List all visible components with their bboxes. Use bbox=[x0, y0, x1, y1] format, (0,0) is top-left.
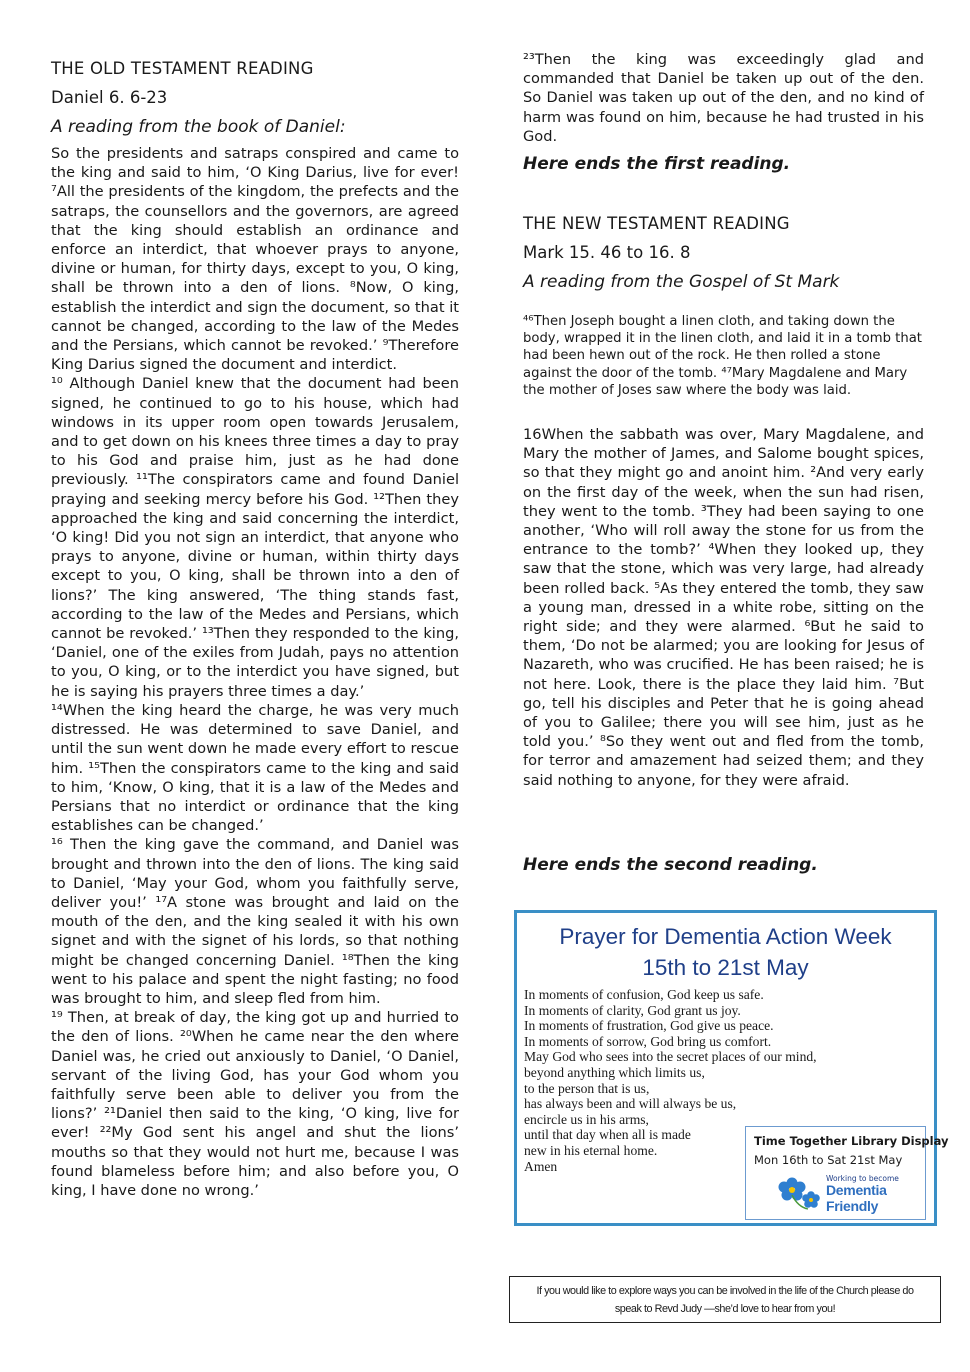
prayer-line: until that day when all is made bbox=[524, 1127, 691, 1143]
new-testament-intro: A reading from the Gospel of St Mark bbox=[523, 272, 840, 292]
reading-paragraph: ¹⁶ Then the king gave the command, and Daniel was brought and thrown into the den of lions. The king said to Daniel, ‘May your God, whom you faithfully serve, deliver you!’ ¹⁷A stone was brought and laid on the mouth of the den, and the king sealed it with his own signet and with the signet of his lords, so that nothing might be changed concerning Daniel. ¹⁸Then the king went to his palace and spent the night fasting; no food was brought to him, and sleep fled from him. bbox=[51, 836, 459, 1007]
reading-paragraph: So the presidents and satraps conspired and came to the king and said to him, ‘O King Darius, live for ever! ⁷All the presidents of the kingdom, the prefects and the satraps, the counsellors and the governors, are agreed that the king should establish an ordinance and enforce an interdict, that whoever prays to anyone, divine or human, for thirty days, except to you, O king, shall be thrown into a den of lions. ⁸Now, O king, establish the interdict and sign the document, so that it cannot be changed, according to the law of the Medes and the Persians, which cannot be revoked.’ ⁹Therefore King Darius signed the document and interdict. bbox=[51, 145, 459, 374]
reading-paragraph: ¹⁴When the king heard the charge, he was very much distressed. He was determined to save Daniel, and until the sun went down he made every effort to rescue him. ¹⁵Then the conspirators came to the king and said to him, ‘Know, O king, that it is a law of the Medes and Persians that no interdict or ordinance that the king establishes can be changed.’ bbox=[51, 701, 459, 835]
new-testament-text-2: 16When the sabbath was over, Mary Magdalene, and Mary the mother of James, and Salome bought spices, so that they might go and anoint him. ²And very early on the first day of the week, when the sun had risen, they went to the tomb. ³They had been saying to one another, ‘Who will roll away the stone for us from the entrance to the tomb?’ ⁴When they looked up, they saw that the stone, which was very large, had already been rolled back. ⁵As they entered the tomb, they saw a young man, dressed in a white robe, sitting on the right side; and they were alarmed. ⁶But he said to them, ‘Do not be alarmed; you are looking for Jesus of Nazareth, who was crucified. He has been raised; he is not here. Look, there is the place they laid him. ⁷But go, tell his disciples and Peter that he is going ahead of you to Galilee; there you will see him, just as he told you.’ ⁸So they went out and fled from the tomb, for terror and amazement had seized them; and they said nothing to anyone, for they were afraid. bbox=[523, 426, 924, 789]
footer-line1: If you would like to explore ways you can be involved in the life of the Church please do bbox=[536, 1285, 914, 1297]
old-testament-text bbox=[51, 144, 459, 1200]
prayer-line: In moments of confusion, God keep us safe. bbox=[524, 987, 764, 1002]
old-testament-continuation: ²³Then the king was exceedingly glad and commanded that Daniel be taken up out of the den. So Daniel was taken up out of the den, and no kind of harm was found on him, because he had trusted in his God. bbox=[523, 51, 924, 145]
prayer-line: to the person that is us, bbox=[524, 1080, 650, 1096]
logo-tagline: Working to become bbox=[826, 1174, 899, 1183]
new-testament-reference: Mark 15. 46 to 16. 8 bbox=[523, 243, 691, 262]
library-display-box bbox=[745, 1126, 949, 1220]
footer-note bbox=[509, 1276, 941, 1323]
prayer-title-line1: Prayer for Dementia Action Week bbox=[559, 924, 892, 949]
prayer-line: beyond anything which limits us, bbox=[524, 1064, 705, 1080]
logo-word-friendly: Friendly bbox=[826, 1198, 879, 1214]
prayer-line: encircle us in his arms, bbox=[524, 1111, 649, 1127]
prayer-line: May God who sees into the secret places of our mind, bbox=[524, 1049, 817, 1065]
prayer-line: In moments of frustration, God give us peace. bbox=[524, 1018, 774, 1034]
prayer-title-line2: 15th to 21st May bbox=[642, 955, 809, 980]
prayer-title bbox=[517, 921, 934, 983]
new-testament-heading: THE NEW TESTAMENT READING bbox=[523, 214, 790, 233]
library-display-dates: Mon 16th to Sat 21st May bbox=[754, 1153, 903, 1167]
prayer-line: In moments of clarity, God grant us joy. bbox=[524, 1002, 741, 1018]
old-testament-heading: THE OLD TESTAMENT READING bbox=[51, 59, 314, 78]
new-testament-text-1: ⁴⁶Then Joseph bought a linen cloth, and taking down the body, wrapped it in the linen cloth, and laid it in a tomb that had been hewn out of the rock. He then rolled a stone against the door of the tomb. ⁴⁷Mary Magdalene and Mary the mother of Joses saw where the body was laid. bbox=[523, 314, 922, 398]
first-reading-end: Here ends the first reading. bbox=[523, 154, 791, 174]
logo-word-dementia: Dementia bbox=[826, 1182, 887, 1198]
prayer-line: new in his eternal home. bbox=[524, 1142, 658, 1158]
prayer-line: In moments of sorrow, God bring us comfort. bbox=[524, 1033, 772, 1049]
second-reading-end: Here ends the second reading. bbox=[523, 855, 818, 875]
old-testament-reference: Daniel 6. 6-23 bbox=[51, 88, 168, 107]
old-testament-intro: A reading from the book of Daniel: bbox=[51, 117, 346, 137]
reading-paragraph: ¹⁹ Then, at break of day, the king got up and hurried to the den of lions. ²⁰When he came near the den where Daniel was, he cried out anxiously to Daniel, ‘O Daniel, servant of the living God, has your God whom you faithfully serve been able to deliver you from the lions?’ ²¹Daniel then said to the king, ‘O king, live for ever! ²²My God sent his angel and shut the lions’ mouths so that they would not hurt me, because I was found blameless before him; and also before you, O king, I have done no wrong.’ bbox=[51, 1009, 459, 1199]
forget-me-not-flower-icon bbox=[778, 1173, 824, 1213]
dementia-friendly-logo bbox=[778, 1173, 918, 1215]
footer-line2: speak to Revd Judy —she’d love to hear from you! bbox=[614, 1303, 836, 1315]
prayer-line: has always been and will always be us, bbox=[524, 1096, 737, 1112]
prayer-line: Amen bbox=[524, 1158, 558, 1174]
library-display-title: Time Together Library Display bbox=[754, 1134, 949, 1148]
reading-paragraph: ¹⁰ Although Daniel knew that the document had been signed, he continued to go to his house, which had windows in its upper room open towards Jerusalem, and to get down on his knees three times a day to pray to his God and praise him, just as he had done previously. ¹¹The conspirators came and found Daniel praying and seeking mercy before his God. ¹²Then they approached the king and said concerning the interdict, ‘O king! Did you not sign an interdict, that anyone who prays to anyone, divine or human, within thirty days except to you, O king, shall be thrown into a den of lions?’ The king answered, ‘The thing stands fast, according to the law of the Medes and Persians, which cannot be revoked.’ ¹³Then they responded to the king, ‘Daniel, one of the exiles from Judah, pays no attention to you, O king, or to the interdict you have signed, but he is saying his prayers three times a day.’ bbox=[51, 375, 459, 700]
